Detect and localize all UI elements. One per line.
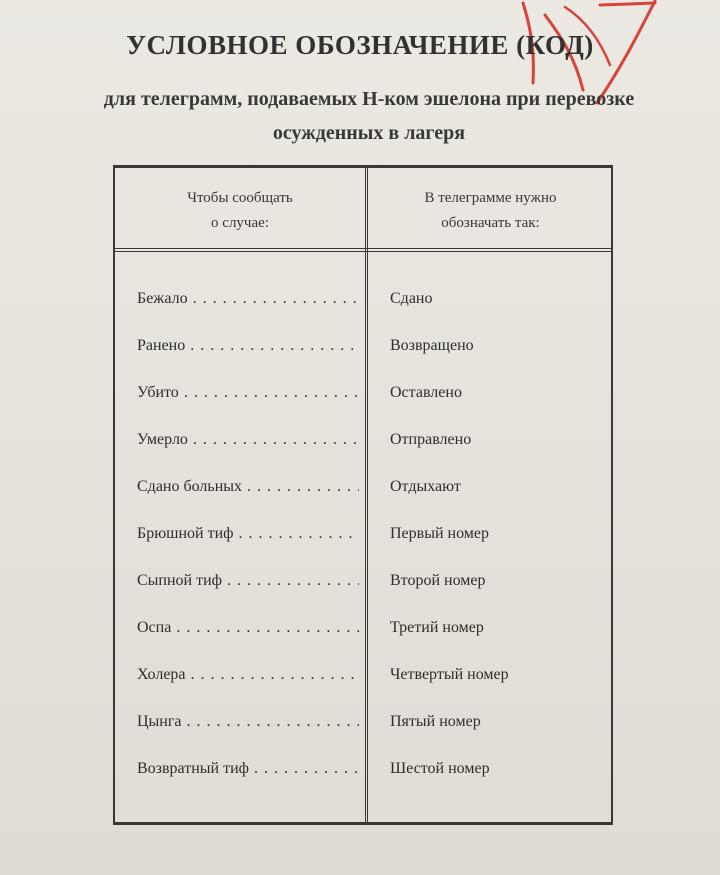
case-cell: Сыпной тиф . . . [137,572,359,590]
table-row [115,290,611,320]
case-cell: Убито . . . [137,384,359,402]
case-cell: Брюшной тиф . . . [137,525,359,543]
code-cell: Оставлено [390,384,462,401]
table-row [115,666,611,696]
code-table [113,165,613,825]
code-cell: Пятый номер [390,713,481,730]
case-cell: Умерло . . . [137,431,359,449]
table-row [115,572,611,602]
table-row [115,384,611,414]
code-cell: Сдано [390,290,433,307]
table-row [115,431,611,461]
case-cell: Холера . . . [137,666,359,684]
header-divider [115,248,611,252]
code-cell: Четвертый номер [390,666,509,683]
header-left-line-1: Чтобы сообщать [187,190,293,206]
code-cell: Третий номер [390,619,484,636]
subtitle-line-2: осужденных в лагеря [272,122,466,144]
document-title: УСЛОВНОЕ ОБОЗНАЧЕНИЕ (КОД) [126,30,594,60]
code-cell: Первый номер [390,525,490,542]
table-row [115,619,611,649]
code-cell: Отправлено [390,431,472,448]
header-right-line-2: обозначать так: [441,215,540,231]
header-right [368,186,613,236]
code-cell: Возвращено [390,337,474,354]
case-cell: Оспа . . . [137,619,359,637]
case-cell: Цынга . . . [137,713,359,731]
code-cell: Второй номер [390,572,486,589]
table-row [115,525,611,555]
document-subtitle [24,82,714,150]
case-cell: Возвратный тиф . . . [137,760,359,778]
table-row [115,713,611,743]
table-row [115,478,611,508]
header-left [115,186,365,236]
code-cell: Шестой номер [390,760,490,777]
code-cell: Отдыхают [390,478,461,495]
case-cell: Ранено . . . [137,337,359,355]
case-cell: Сдано больных . . . [137,478,359,496]
subtitle-line-1: для телеграмм, подаваемых Н-ком эшелона при перевозке [103,88,635,110]
case-cell: Бежало . . . [137,290,359,308]
table-row [115,337,611,367]
table-row [115,760,611,790]
header-right-line-1: В телеграмме нужно [424,190,557,206]
header-left-line-2: о случае: [211,215,269,231]
